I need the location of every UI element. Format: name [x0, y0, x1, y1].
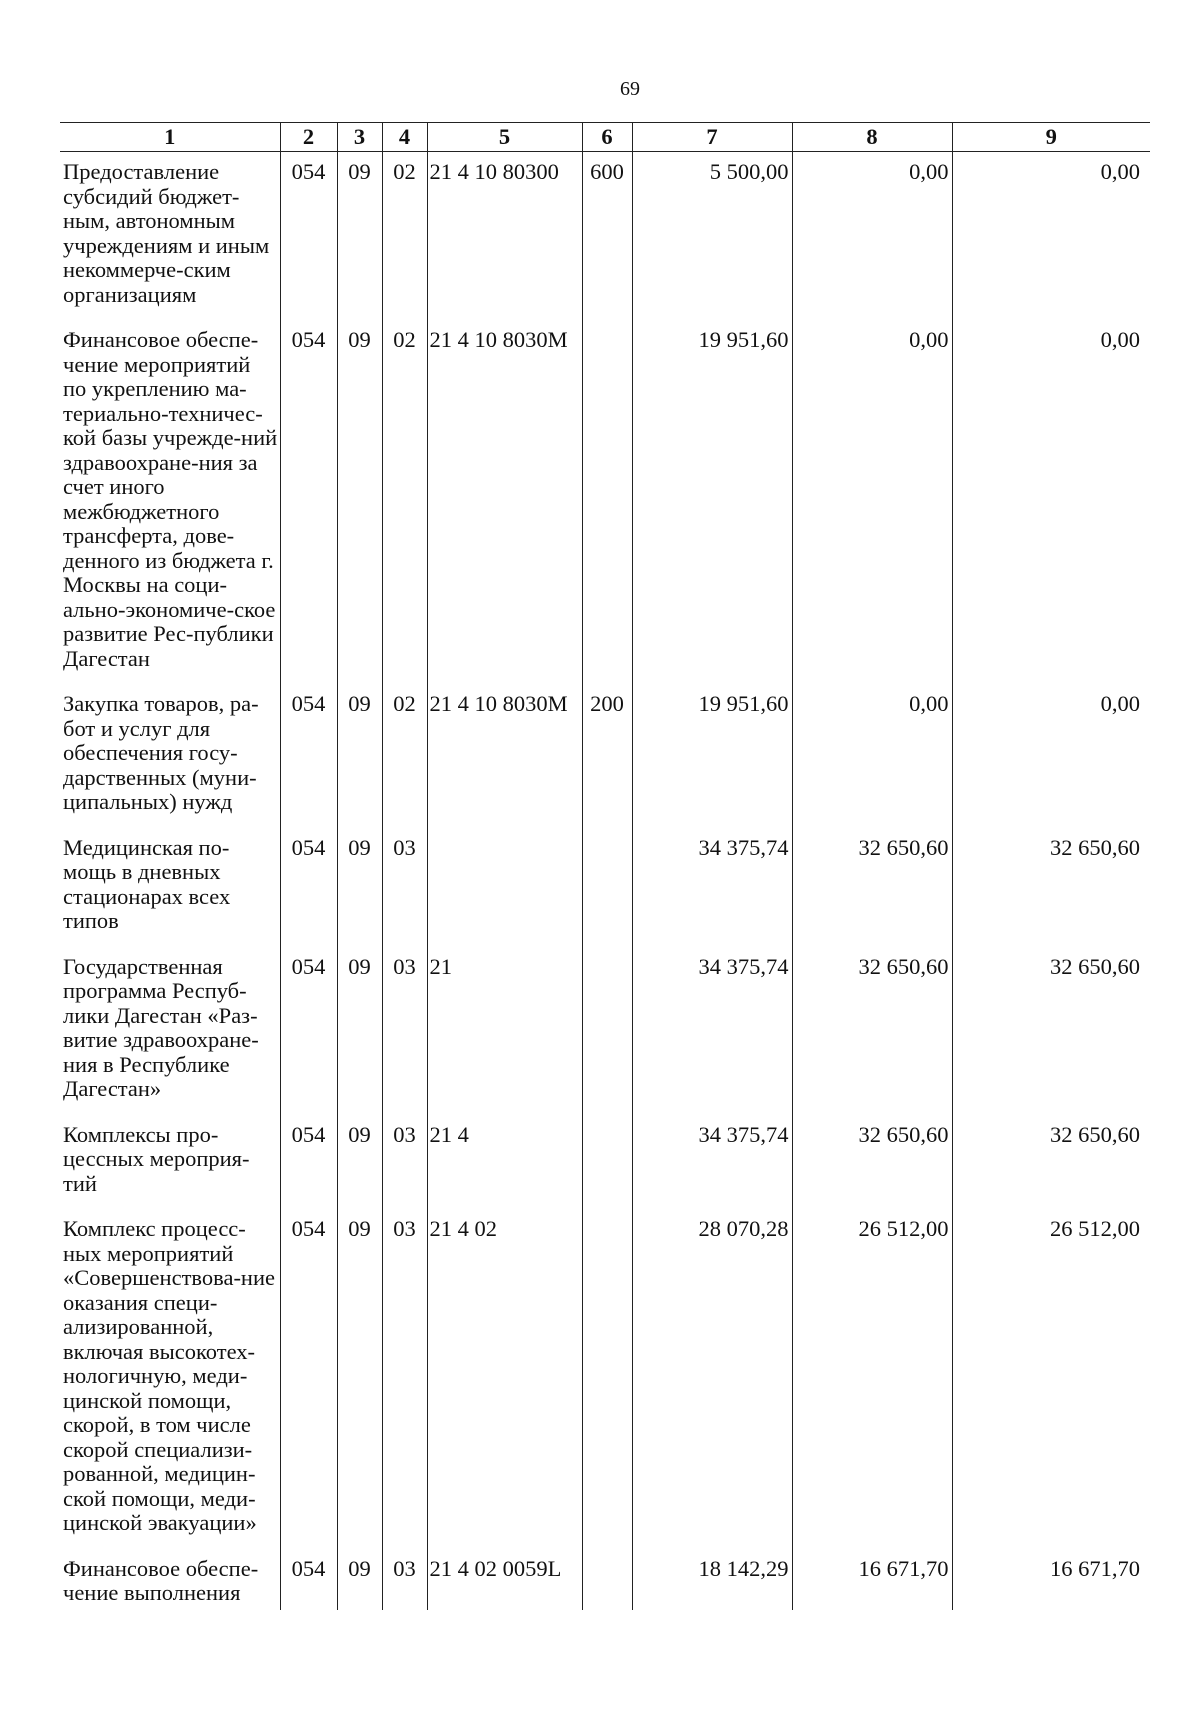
expense-type-code	[582, 1115, 632, 1210]
subsection-code: 03	[382, 1549, 427, 1610]
subsection-code: 02	[382, 320, 427, 684]
expense-type-code	[582, 947, 632, 1115]
expense-type-code: 200	[582, 684, 632, 828]
subsection-code: 02	[382, 152, 427, 321]
section-code: 09	[337, 947, 382, 1115]
ministry-code: 054	[280, 947, 337, 1115]
target-article-code: 21 4 02	[427, 1209, 582, 1549]
ministry-code: 054	[280, 320, 337, 684]
section-code: 09	[337, 1115, 382, 1210]
subsection-code: 03	[382, 828, 427, 947]
amount-col-7: 34 375,74	[632, 947, 792, 1115]
expense-type-code: 600	[582, 152, 632, 321]
target-article-code: 21 4	[427, 1115, 582, 1210]
row-name: Комплекс процесс-ных мероприятий «Совершенствова-ние оказания специ-ализированной, включая высокотех-нологичную, меди-цинской помощи, скорой, в том числе скорой специализи-рованной, медицин-ской помощи, меди-цинской эвакуации»	[60, 1209, 280, 1549]
amount-col-7: 19 951,60	[632, 320, 792, 684]
row-name: Комплексы про-цессных мероприя-тий	[60, 1115, 280, 1210]
section-code: 09	[337, 828, 382, 947]
header-row	[60, 123, 1150, 152]
section-code: 09	[337, 1549, 382, 1610]
section-code: 09	[337, 1209, 382, 1549]
subsection-code: 02	[382, 684, 427, 828]
section-code: 09	[337, 320, 382, 684]
target-article-code: 21 4 10 80300	[427, 152, 582, 321]
amount-col-9: 26 512,00	[952, 1209, 1150, 1549]
amount-col-7: 19 951,60	[632, 684, 792, 828]
amount-col-9: 32 650,60	[952, 828, 1150, 947]
target-article-code: 21 4 10 8030M	[427, 684, 582, 828]
section-code: 09	[337, 152, 382, 321]
subsection-code: 03	[382, 1209, 427, 1549]
amount-col-9: 0,00	[952, 152, 1150, 321]
amount-col-8: 26 512,00	[792, 1209, 952, 1549]
row-name: Государственная программа Респуб-лики Дагестан «Раз-витие здравоохране-ния в Республике Дагестан»	[60, 947, 280, 1115]
page-number: 69	[620, 78, 640, 100]
row-name: Медицинская по-мощь в дневных стационарах всех типов	[60, 828, 280, 947]
expense-type-code	[582, 320, 632, 684]
row-name: Предоставление субсидий бюджет-ным, автономным учреждениям и иным некоммерче-ским организациям	[60, 152, 280, 321]
budget-table	[60, 122, 1150, 1610]
table-row	[60, 828, 1150, 947]
amount-col-8: 0,00	[792, 320, 952, 684]
target-article-code: 21	[427, 947, 582, 1115]
table-row	[60, 152, 1150, 321]
amount-col-9: 0,00	[952, 320, 1150, 684]
subsection-code: 03	[382, 1115, 427, 1210]
table-row	[60, 947, 1150, 1115]
amount-col-8: 32 650,60	[792, 828, 952, 947]
header-cell-4: 4	[382, 123, 427, 152]
amount-col-9: 32 650,60	[952, 1115, 1150, 1210]
amount-col-9: 16 671,70	[952, 1549, 1150, 1610]
ministry-code: 054	[280, 152, 337, 321]
ministry-code: 054	[280, 828, 337, 947]
table-row	[60, 684, 1150, 828]
table-row	[60, 1209, 1150, 1549]
amount-col-7: 34 375,74	[632, 828, 792, 947]
ministry-code: 054	[280, 1549, 337, 1610]
subsection-code: 03	[382, 947, 427, 1115]
ministry-code: 054	[280, 1209, 337, 1549]
row-name: Финансовое обеспе-чение мероприятий по укреплению ма-териально-техничес-кой базы учрежде-ний здравоохране-ния за счет иного межбюджетного трансферта, дове-денного из бюджета г. Москвы на соци-ально-экономиче-ское развитие Рес-публики Дагестан	[60, 320, 280, 684]
header-cell-5: 5	[427, 123, 582, 152]
amount-col-9: 32 650,60	[952, 947, 1150, 1115]
amount-col-7: 18 142,29	[632, 1549, 792, 1610]
amount-col-8: 32 650,60	[792, 947, 952, 1115]
amount-col-8: 0,00	[792, 152, 952, 321]
amount-col-9: 0,00	[952, 684, 1150, 828]
table-row	[60, 320, 1150, 684]
header-cell-8: 8	[792, 123, 952, 152]
header-cell-2: 2	[280, 123, 337, 152]
amount-col-7: 5 500,00	[632, 152, 792, 321]
expense-type-code	[582, 1549, 632, 1610]
amount-col-7: 34 375,74	[632, 1115, 792, 1210]
header-cell-1: 1	[60, 123, 280, 152]
ministry-code: 054	[280, 1115, 337, 1210]
header-cell-3: 3	[337, 123, 382, 152]
amount-col-7: 28 070,28	[632, 1209, 792, 1549]
table-row	[60, 1549, 1150, 1610]
header-cell-9: 9	[952, 123, 1150, 152]
expense-type-code	[582, 828, 632, 947]
row-name: Финансовое обеспе-чение выполнения	[60, 1549, 280, 1610]
row-name: Закупка товаров, ра-бот и услуг для обеспечения госу-дарственных (муни-ципальных) нужд	[60, 684, 280, 828]
expense-type-code	[582, 1209, 632, 1549]
table-row	[60, 1115, 1150, 1210]
target-article-code	[427, 828, 582, 947]
header-cell-7: 7	[632, 123, 792, 152]
section-code: 09	[337, 684, 382, 828]
target-article-code: 21 4 02 0059L	[427, 1549, 582, 1610]
ministry-code: 054	[280, 684, 337, 828]
amount-col-8: 16 671,70	[792, 1549, 952, 1610]
target-article-code: 21 4 10 8030M	[427, 320, 582, 684]
amount-col-8: 32 650,60	[792, 1115, 952, 1210]
amount-col-8: 0,00	[792, 684, 952, 828]
header-cell-6: 6	[582, 123, 632, 152]
